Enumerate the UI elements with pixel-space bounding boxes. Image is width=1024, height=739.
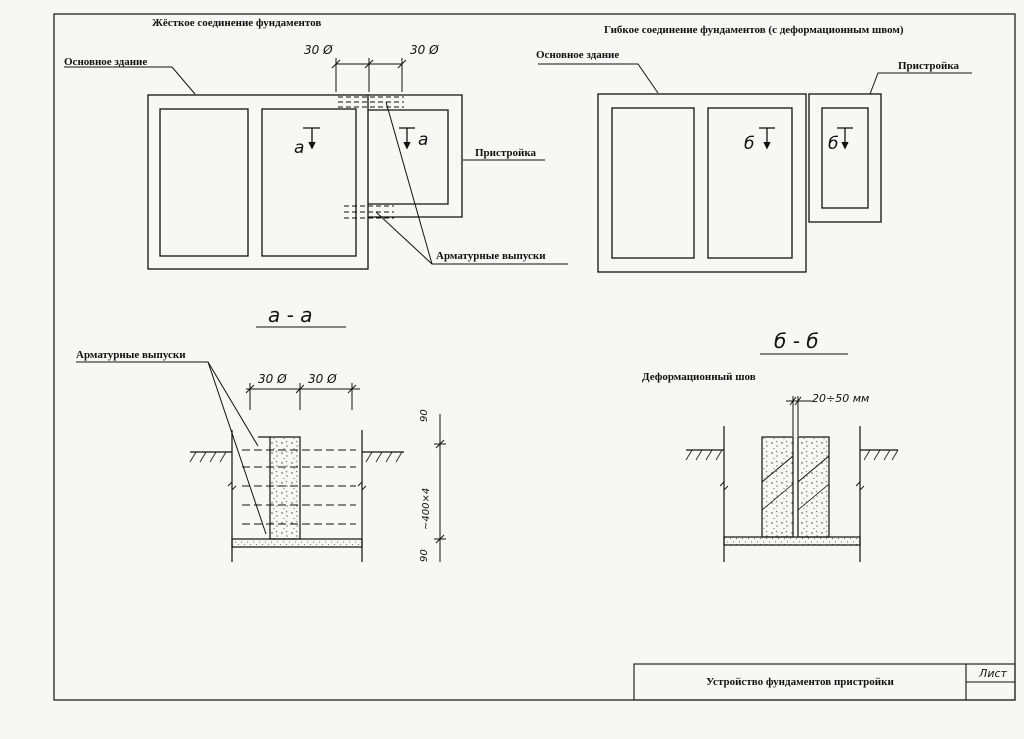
section-mark-a-main <box>303 128 320 148</box>
vertical-dim-top: 90 <box>419 409 430 422</box>
rigid-plan <box>64 58 568 269</box>
rigid-connection-title: Жёсткое соединение фундаментов <box>152 17 322 29</box>
section-b-title: б - б <box>774 329 819 353</box>
annex-outline-2 <box>809 94 881 222</box>
main-building-outline <box>148 95 368 269</box>
section-b-drawing <box>686 396 898 562</box>
flexible-connection-title: Гибкое соединение фундаментов (с деформационным швом) <box>604 24 904 36</box>
section-mark-b-main <box>759 128 775 148</box>
sand-pad-a <box>232 539 362 547</box>
joint-dimension <box>786 396 812 436</box>
section-a-rebar-label: Арматурные выпуски <box>76 349 186 361</box>
main-building-outline-2 <box>598 94 806 272</box>
rebar-dim-left: 30 Ø <box>304 43 333 57</box>
rebar-dim-right: 30 Ø <box>410 43 439 57</box>
foundation-b-annex <box>798 437 829 537</box>
annex-label-2: Пристройка <box>898 60 960 72</box>
section-mark-b-label-annex: б <box>828 134 839 154</box>
vertical-dim-bottom: 90 <box>419 549 430 562</box>
sheet-frame <box>54 14 1015 700</box>
title-block-sheet-label: Лист <box>979 667 1007 680</box>
annex-leader-2 <box>870 73 972 94</box>
main-building-leader-2 <box>538 64 658 93</box>
sand-pad-b <box>724 537 860 545</box>
annex-label: Пристройка <box>475 147 537 159</box>
vertical-dim-middle: ~400×4 <box>421 487 432 530</box>
section-mark-b-annex <box>837 128 853 148</box>
main-building-label-2: Основное здание <box>536 49 620 61</box>
section-mark-a-label-main: а <box>294 138 305 158</box>
rebar-leader <box>386 102 568 264</box>
section-mark-a-label-annex: а <box>418 130 429 150</box>
section-a-dim-right: 30 Ø <box>308 372 337 386</box>
section-mark-b-label-main: б <box>744 134 755 154</box>
rebar-outlets-label: Арматурные выпуски <box>436 250 546 262</box>
rebar-outlets-top <box>338 97 404 107</box>
section-a-drawing <box>76 362 446 562</box>
title-block-name: Устройство фундаментов пристройки <box>706 676 894 688</box>
main-building-leader <box>64 67 195 94</box>
vertical-dimension-a <box>434 414 446 562</box>
rebar-outlets-bottom <box>344 206 394 218</box>
deformation-joint-label: Деформационный шов <box>642 371 756 383</box>
section-a-title: а - а <box>268 303 313 327</box>
section-mark-a-annex <box>399 128 415 148</box>
main-building-label: Основное здание <box>64 56 148 68</box>
joint-width-label: 20÷50 мм <box>812 392 870 405</box>
section-a-dim-left: 30 Ø <box>258 372 287 386</box>
flexible-plan <box>538 64 972 272</box>
rebar-dimension <box>332 58 406 92</box>
foundation-b-main <box>762 437 793 537</box>
